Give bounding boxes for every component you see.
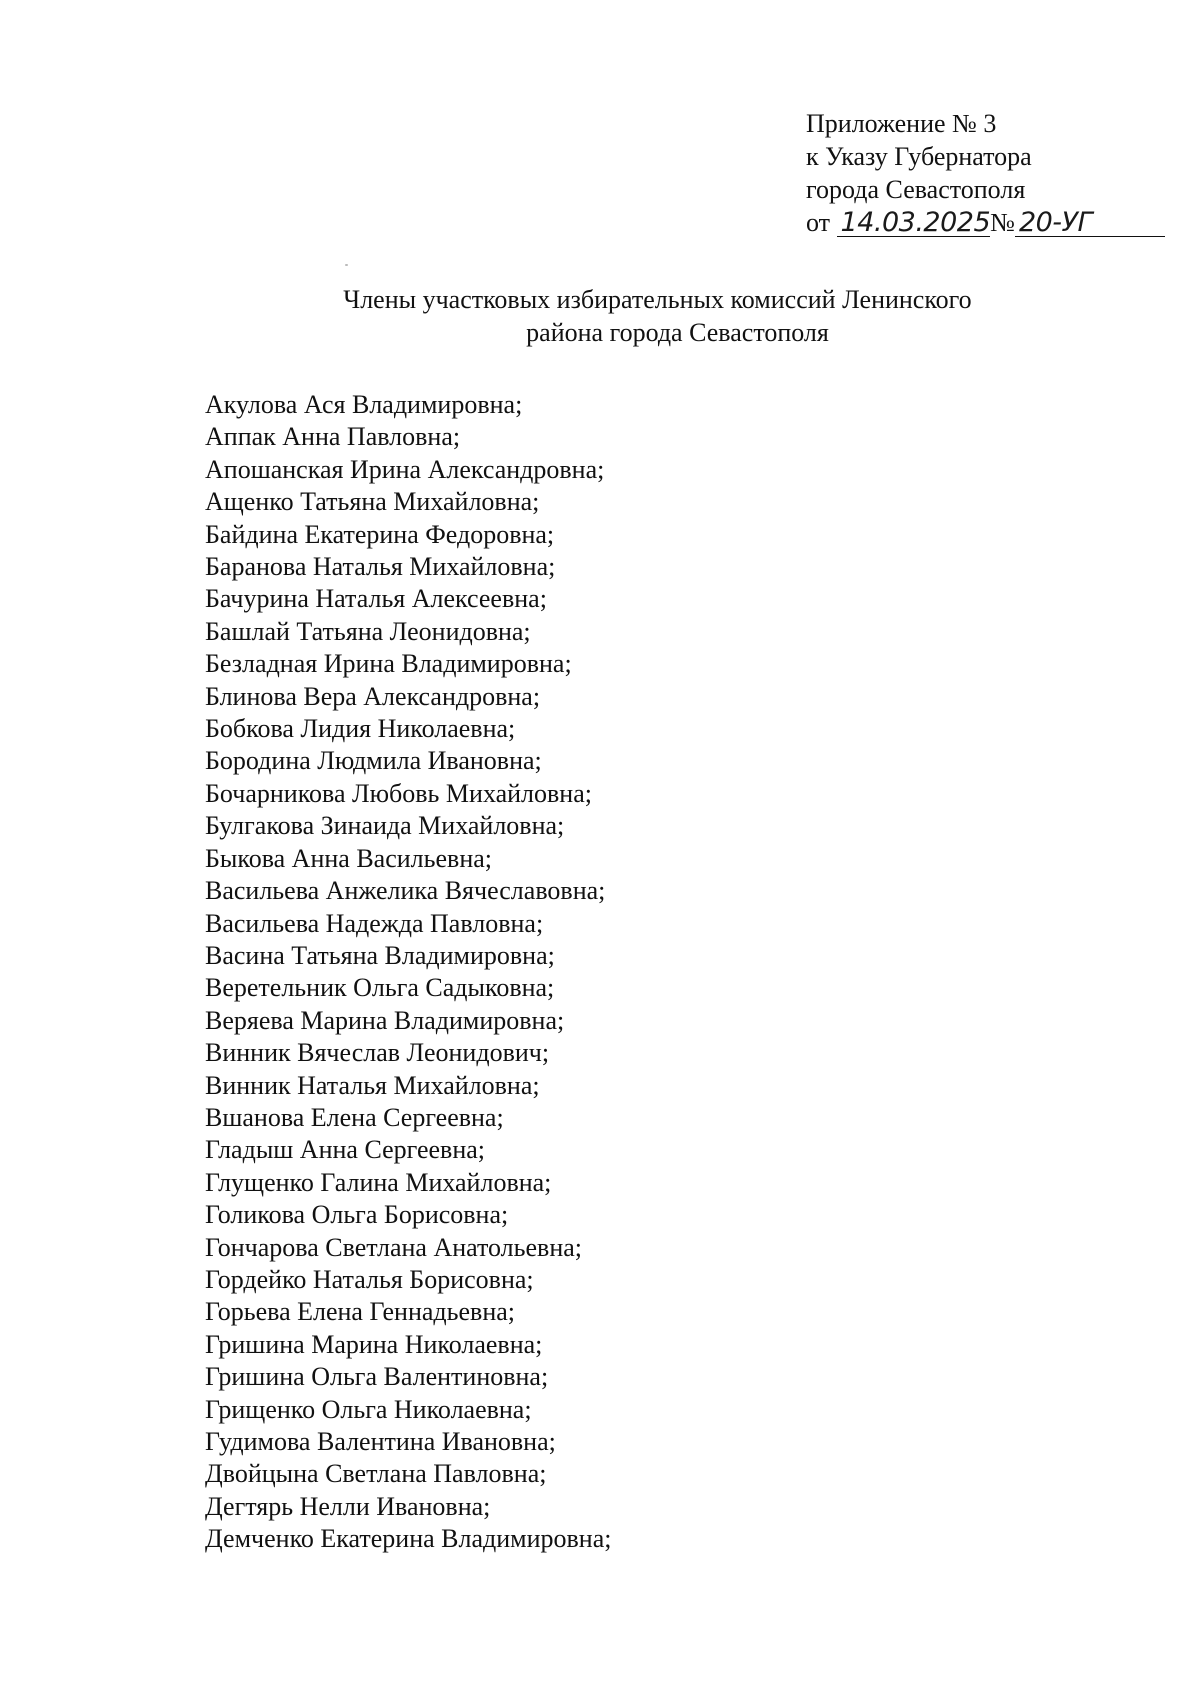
member-list-item: Блинова Вера Александровна; <box>205 681 541 711</box>
date-prefix: от <box>806 208 831 237</box>
member-list-item: Баранова Наталья Михайловна; <box>205 552 556 582</box>
number-field <box>1015 207 1165 238</box>
member-list-item: Булгакова Зинаида Михайловна; <box>205 811 565 841</box>
member-list-item: Байдина Екатерина Федоровна; <box>205 519 555 549</box>
member-list-item: Бородина Людмила Ивановна; <box>205 746 542 776</box>
member-list-item: Гришина Марина Николаевна; <box>205 1329 543 1359</box>
member-list-item: Васина Татьяна Владимировна; <box>205 940 555 970</box>
member-list-item: Безладная Ирина Владимировна; <box>205 649 572 679</box>
member-list-item: Васильева Надежда Павловна; <box>205 908 544 938</box>
member-list-item: Грищенко Ольга Николаевна; <box>205 1394 532 1424</box>
member-list-item: Веретельник Ольга Садыковна; <box>205 973 555 1003</box>
member-list-item: Дегтярь Нелли Ивановна; <box>205 1491 491 1521</box>
appendix-date-number-line <box>806 206 1165 239</box>
member-list-item: Винник Наталья Михайловна; <box>205 1070 540 1100</box>
member-list-item: Гришина Ольга Валентиновна; <box>205 1362 549 1392</box>
member-list-item: Быкова Анна Васильевна; <box>205 843 492 873</box>
appendix-city: города Севастополя <box>806 175 1026 204</box>
member-list-item: Винник Вячеслав Леонидович; <box>205 1038 550 1068</box>
member-list-item: Башлай Татьяна Леонидовна; <box>205 616 531 646</box>
member-list-item: Ащенко Татьяна Михайловна; <box>205 487 540 517</box>
appendix-header <box>806 107 1165 239</box>
member-list-item: Гудимова Валентина Ивановна; <box>205 1427 556 1456</box>
member-list-item: Гончарова Светлана Анатольевна; <box>205 1232 582 1262</box>
member-list-item: Гладыш Анна Сергеевна; <box>205 1135 486 1165</box>
member-list-item: Васильева Анжелика Вячеславовна; <box>205 876 606 906</box>
members-list <box>205 389 611 1556</box>
title-line-2: района города Севастополя <box>526 318 829 347</box>
member-list-item: Голикова Ольга Борисовна; <box>205 1200 509 1230</box>
title-line-1: Члены участковых избирательных комиссий Ленинского <box>343 285 972 314</box>
member-list-item: Демченко Екатерина Владимировна; <box>205 1524 612 1554</box>
member-list-item: Горьева Елена Геннадьевна; <box>205 1297 516 1327</box>
date-field <box>837 207 991 238</box>
appendix-decree-reference: к Указу Губернатора <box>806 142 1032 171</box>
member-list-item: Двойцына Светлана Павловна; <box>205 1459 547 1489</box>
member-list-item: Веряева Марина Владимировна; <box>205 1005 565 1035</box>
member-list-item: Бочарникова Любовь Михайловна; <box>205 778 592 808</box>
member-list-item: Гордейко Наталья Борисовна; <box>205 1264 534 1294</box>
handwritten-number: 20-УГ <box>1018 207 1093 238</box>
member-list-item: Апошанская Ирина Александровна; <box>205 454 605 484</box>
appendix-title: Приложение № 3 <box>806 109 997 138</box>
member-list-item: Акулова Ася Владимировна; <box>205 390 523 419</box>
member-list-item: Глущенко Галина Михайловна; <box>205 1167 552 1197</box>
member-list-item: Бобкова Лидия Николаевна; <box>205 714 516 744</box>
member-list-item: Аппак Анна Павловна; <box>205 422 461 452</box>
scan-speck <box>345 264 348 266</box>
handwritten-date: 14.03.2025 <box>840 207 991 238</box>
number-label: № <box>990 208 1015 237</box>
member-list-item: Бачурина Наталья Алексеевна; <box>205 584 547 614</box>
document-title <box>0 283 1200 349</box>
member-list-item: Вшанова Елена Сергеевна; <box>205 1102 504 1132</box>
